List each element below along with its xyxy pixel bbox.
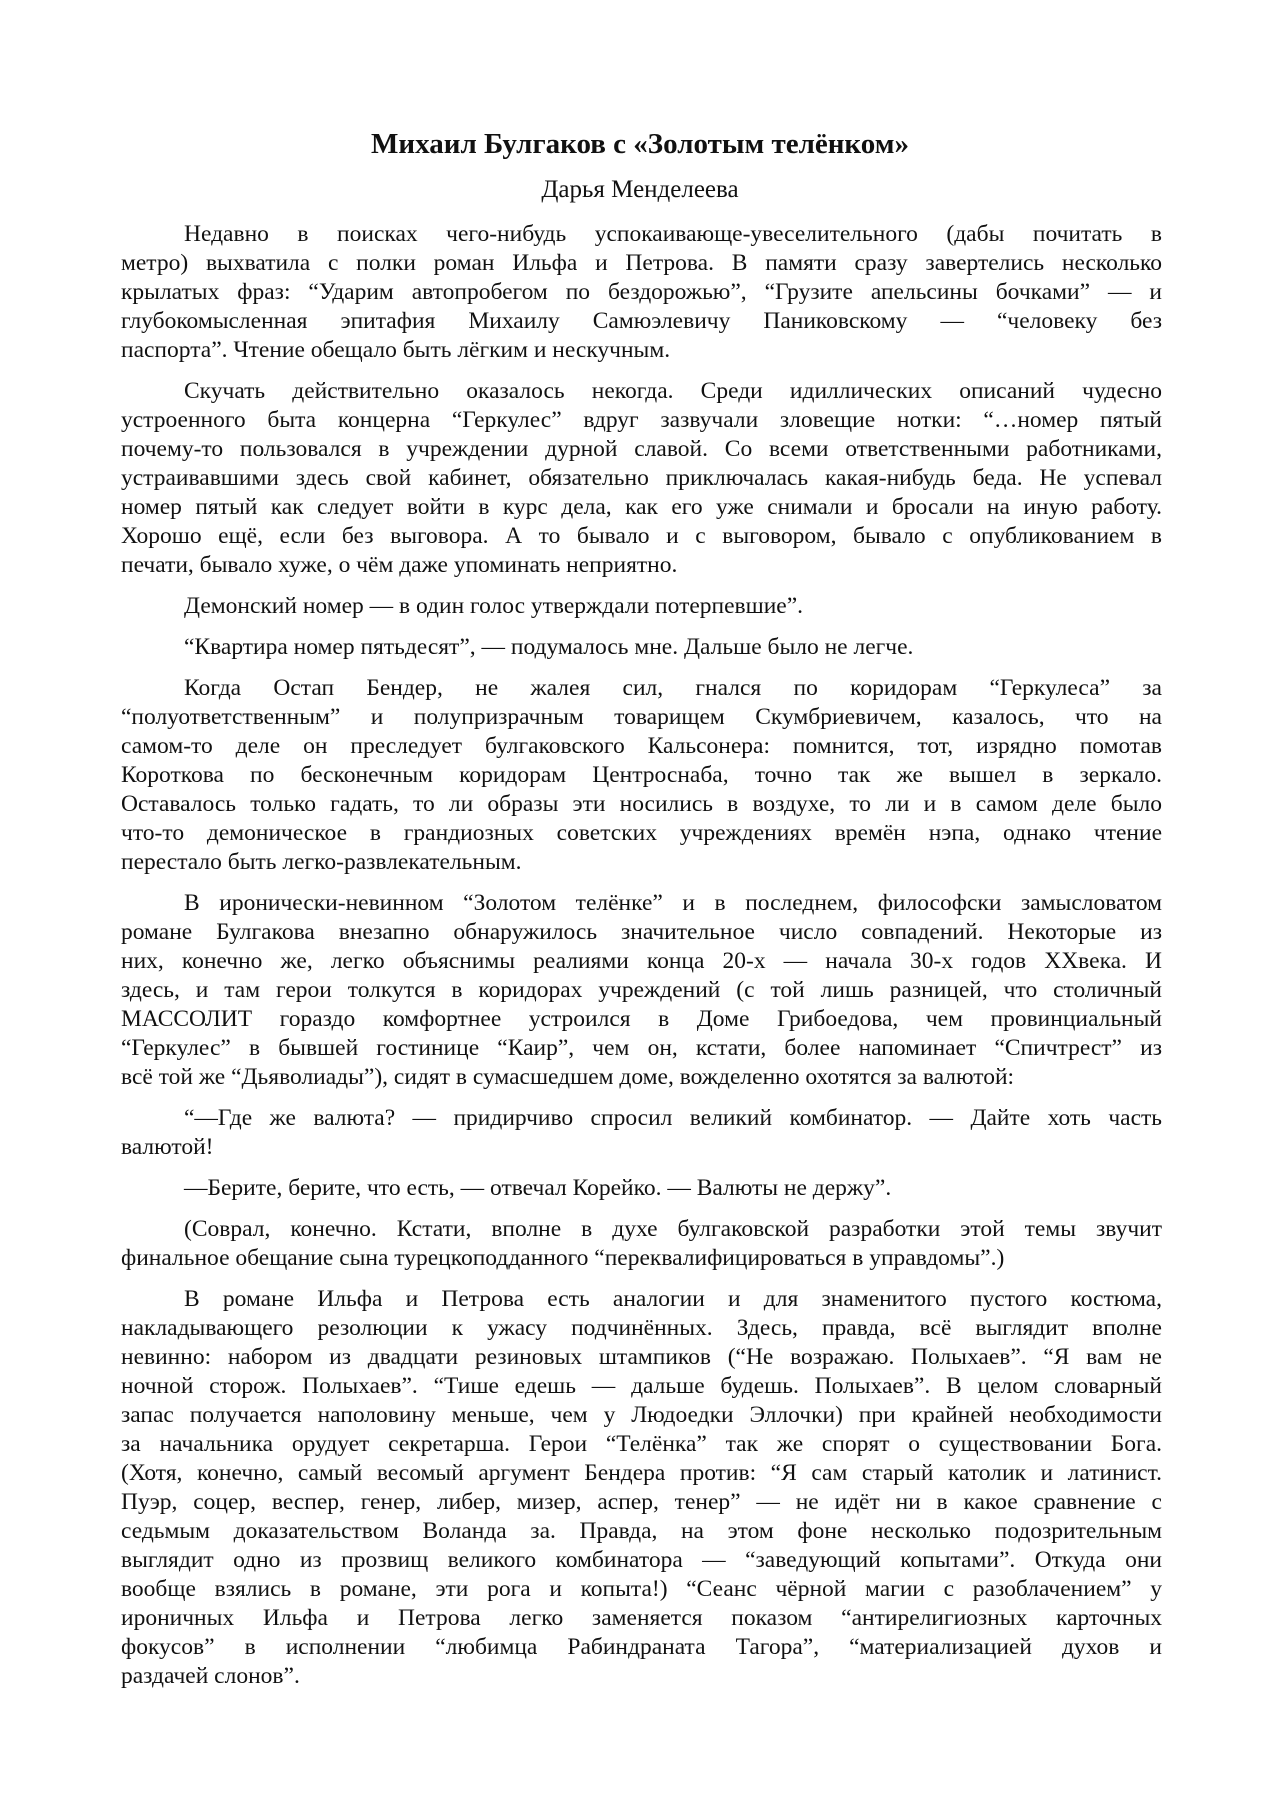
text-line: Короткова по бесконечным коридорам Центроснаба, точно так же вышел в зеркало.: [121, 762, 1162, 788]
text-line: устраивавшими здесь свой кабинет, обязательно приключалась какая-нибудь беда. Не успевал: [121, 465, 1162, 491]
text-line: запас получается наполовину меньше, чем у Людоедки Эллочки) при крайней необходимости: [121, 1402, 1162, 1428]
text-line: фокусов” в исполнении “любимца Рабиндраната Тагора”, “материализацией духов и: [121, 1634, 1162, 1660]
paragraph: [121, 889, 1162, 1092]
text-line: перестало быть легко-развлекательным.: [121, 849, 522, 875]
text-line: них, конечно же, легко объяснимы реалиями конца 20-х — начала 30-х годов XXвека. И: [121, 948, 1162, 974]
text-line: романе Булгакова внезапно обнаружилось значительное число совпадений. Некоторые из: [121, 919, 1162, 945]
text-line: раздачей слонов”.: [121, 1663, 300, 1689]
text-line: В романе Ильфа и Петрова есть аналогии и для знаменитого пустого костюма,: [184, 1286, 1162, 1312]
text-line: Скучать действительно оказалось некогда. Среди идиллических описаний чудесно: [184, 378, 1162, 404]
text-line: Когда Остап Бендер, не жалея сил, гнался по коридорам “Геркулеса” за: [184, 675, 1162, 701]
text-line: Хорошо ещё, если без выговора. А то бывало и с выговором, бывало с опубликованием в: [121, 523, 1162, 549]
text-line: “полуответственным” и полупризрачным товарищем Скумбриевичем, казалось, что на: [121, 704, 1162, 730]
text-line: что-то демоническое в грандиозных советских учреждениях времён нэпа, однако чтение: [121, 820, 1162, 846]
text-line: здесь, и там герои толкутся в коридорах учреждений (с той лишь разницей, что столичный: [121, 977, 1162, 1003]
text-line: “Геркулес” в бывшей гостинице “Каир”, чем он, кстати, более напоминает “Спичтрест” из: [121, 1035, 1162, 1061]
article-author: Дарья Менделеева: [541, 176, 739, 203]
text-line: МАССОЛИТ гораздо комфортнее устроился в Доме Грибоедова, чем провинциальный: [121, 1006, 1162, 1032]
paragraph: [121, 1285, 1162, 1691]
text-line: Недавно в поисках чего-нибудь успокаивающе-увеселительного (дабы почитать в: [184, 221, 1162, 247]
text-line: ироничных Ильфа и Петрова легко заменяется показом “антирелигиозных карточных: [121, 1605, 1162, 1631]
text-line: финальное обещание сына турецкоподданного “переквалифицироваться в управдомы”.): [121, 1245, 1005, 1271]
text-line: за начальника орудует секретарша. Герои “Телёнка” так же спорят о существовании Бога.: [121, 1431, 1162, 1457]
paragraph: [121, 592, 1162, 621]
paragraph: [121, 220, 1162, 365]
text-line: седьмым доказательством Воланда за. Правда, на этом фоне несколько подозрительным: [121, 1518, 1162, 1544]
paragraph: [121, 674, 1162, 877]
article-body: [121, 220, 1162, 1703]
text-line: крылатых фраз: “Ударим автопробегом по бездорожью”, “Грузите апельсины бочками” — и: [121, 279, 1162, 305]
text-line: Демонский номер — в один голос утверждали потерпевшие”.: [184, 593, 804, 619]
text-line: устроенного быта концерна “Геркулес” вдруг зазвучали зловещие нотки: “…номер пятый: [121, 407, 1162, 433]
text-line: выглядит одно из прозвищ великого комбинатора — “заведующий копытами”. Откуда они: [121, 1547, 1162, 1573]
text-line: почему-то пользовался в учреждении дурной славой. Со всеми ответственными работниками,: [121, 436, 1162, 462]
text-line: Оставалось только гадать, то ли образы эти носились в воздухе, то ли и в самом деле было: [121, 791, 1162, 817]
text-line: самом-то деле он преследует булгаковского Кальсонера: помнится, тот, изрядно помотав: [121, 733, 1162, 759]
paragraph: [121, 633, 1162, 662]
text-line: —Берите, берите, что есть, — отвечал Корейко. — Валюты не держу”.: [184, 1175, 892, 1201]
text-line: накладывающего резолюции к ужасу подчинённых. Здесь, правда, всё выглядит вполне: [121, 1315, 1162, 1341]
text-line: Пуэр, соцер, веспер, генер, либер, мизер, аспер, тенер” — не идёт ни в какое сравнение с: [121, 1489, 1162, 1515]
text-line: ночной сторож. Полыхаев”. “Тише едешь — дальше будешь. Полыхаев”. В целом словарный: [121, 1373, 1162, 1399]
text-line: печати, бывало хуже, о чём даже упоминать неприятно.: [121, 552, 678, 578]
paragraph: [121, 1104, 1162, 1162]
text-line: номер пятый как следует войти в курс дела, как его уже снимали и бросали на иную работу.: [121, 494, 1162, 520]
paragraph: [121, 1174, 1162, 1203]
text-line: валютой!: [121, 1134, 214, 1160]
text-line: (Хотя, конечно, самый весомый аргумент Бендера против: “Я сам старый католик и латинист.: [121, 1460, 1162, 1486]
text-line: “—Где же валюта? — придирчиво спросил великий комбинатор. — Дайте хоть часть: [184, 1105, 1162, 1131]
text-line: (Соврал, конечно. Кстати, вполне в духе булгаковской разработки этой темы звучит: [184, 1216, 1162, 1242]
text-line: метро) выхватила с полки роман Ильфа и Петрова. В памяти сразу завертелись несколько: [121, 250, 1162, 276]
text-line: глубокомысленная эпитафия Михаилу Самюэлевичу Паниковскому — “человеку без: [121, 308, 1162, 334]
text-line: вообще взялись в романе, эти рога и копыта!) “Сеанс чёрной магии с разоблачением” у: [121, 1576, 1162, 1602]
text-line: невинно: набором из двадцати резиновых штампиков (“Не возражаю. Полыхаев”. “Я вам не: [121, 1344, 1162, 1370]
text-line: “Квартира номер пятьдесят”, — подумалось мне. Дальше было не легче.: [184, 634, 914, 660]
paragraph: [121, 377, 1162, 580]
text-line: паспорта”. Чтение обещало быть лёгким и нескучным.: [121, 337, 671, 363]
text-line: всё той же “Дьяволиады”), сидят в сумасшедшем доме, вожделенно охотятся за валютой:: [121, 1064, 1015, 1090]
paragraph: [121, 1215, 1162, 1273]
text-line: В иронически-невинном “Золотом телёнке” и в последнем, философски замысловатом: [184, 890, 1162, 916]
article-title: Михаил Булгаков с «Золотым телёнком»: [371, 128, 909, 160]
